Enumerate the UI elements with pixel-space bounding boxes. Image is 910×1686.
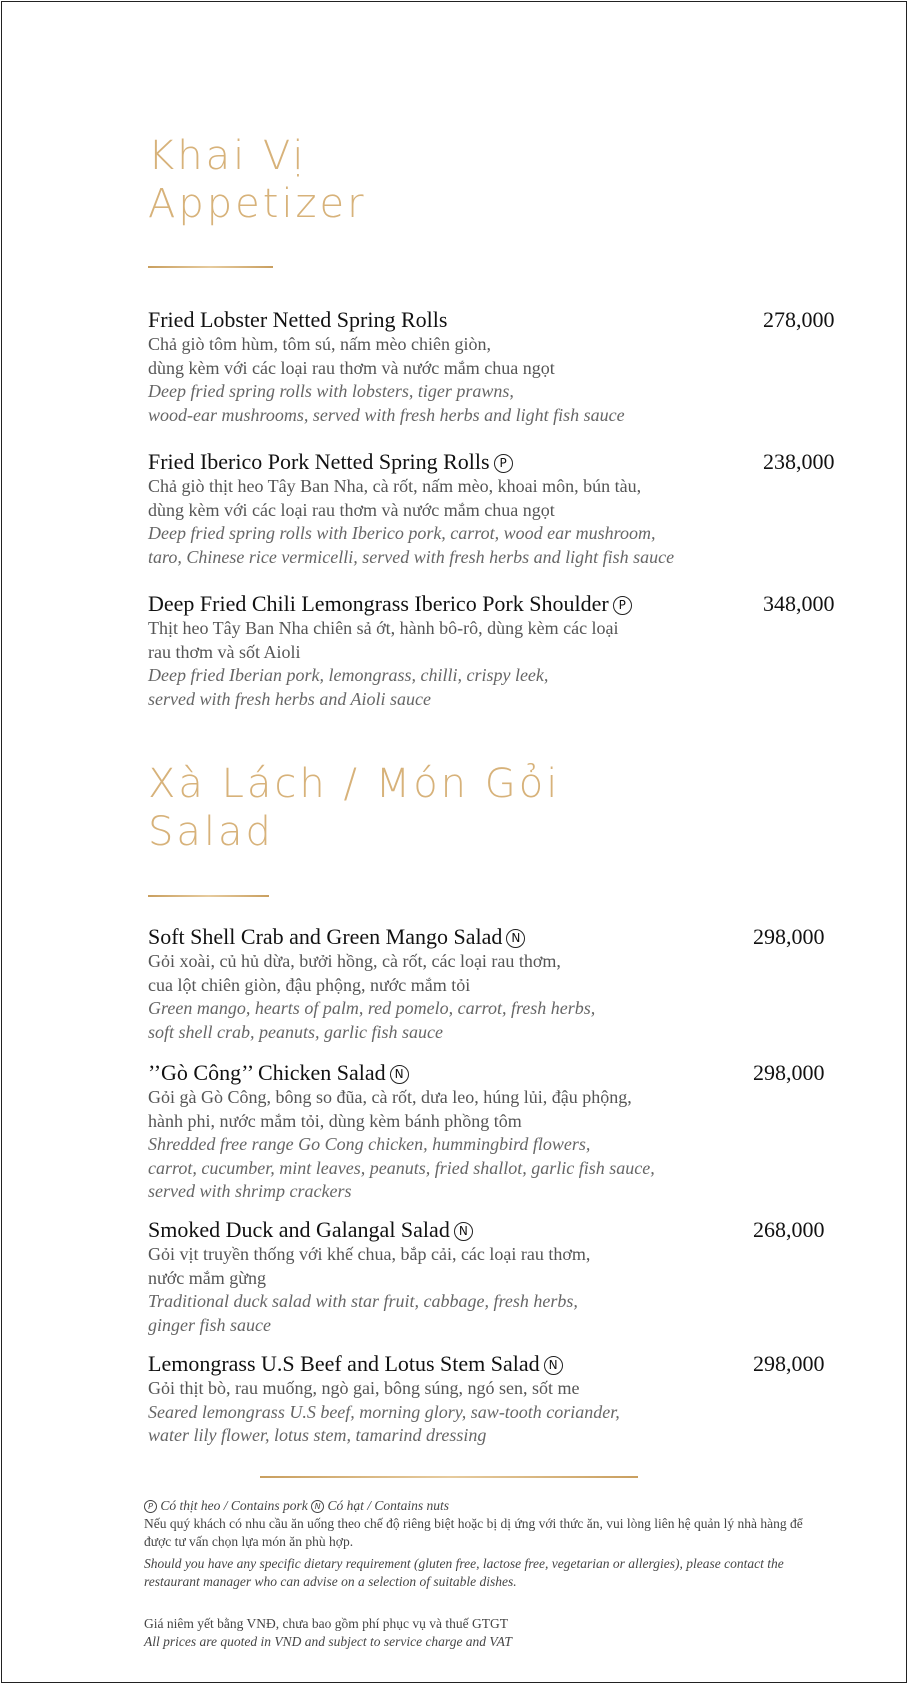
legend-pork: Có thịt heo / Contains pork (160, 1498, 308, 1513)
item-description-vi: Chả giò tôm hùm, tôm sú, nấm mèo chiên giòn, dùng kèm với các loại rau thơm và nước mắm chua ngọt (148, 334, 555, 378)
nuts-marker: N (311, 1500, 324, 1513)
menu-item (148, 307, 868, 427)
footer-divider (260, 1476, 638, 1478)
section-divider (148, 266, 273, 268)
menu-item (148, 1351, 868, 1448)
item-price: 238,000 (763, 449, 835, 474)
item-name: ’’Gò Công’’ Chicken Salad (148, 1060, 386, 1085)
item-description-en: Traditional duck salad with star fruit, cabbage, fresh herbs, ginger fish sauce (148, 1291, 578, 1335)
item-name: Smoked Duck and Galangal Salad (148, 1217, 450, 1242)
item-price: 278,000 (763, 307, 835, 332)
pork-marker: P (494, 454, 513, 473)
menu-item (148, 449, 868, 569)
pork-marker: P (144, 1500, 157, 1513)
item-description-en: Deep fried spring rolls with lobsters, tiger prawns, wood-ear mushrooms, served with fresh herbs and light fish sauce (148, 381, 625, 425)
item-price: 268,000 (753, 1217, 825, 1242)
item-name: Soft Shell Crab and Green Mango Salad (148, 924, 503, 949)
menu-item (148, 924, 868, 1044)
item-price: 298,000 (753, 1060, 825, 1085)
section-title-en: Salad (148, 809, 274, 855)
item-description-vi: Gỏi gà Gò Công, bông so đũa, cà rốt, dưa leo, húng lủi, đậu phộng, hành phi, nước mắm tỏi, dùng kèm bánh phồng tôm (148, 1087, 632, 1131)
dietary-note-vi: Nếu quý khách có nhu cầu ăn uống theo chế độ riêng biệt hoặc bị dị ứng với thức ăn, vui lòng liên hệ quản lý nhà hàng để được tư vấn chọn lựa món ăn phù hợp. (144, 1516, 803, 1549)
legend-nuts: Có hạt / Contains nuts (327, 1498, 450, 1513)
footer-notes (144, 1497, 824, 1651)
item-description-vi: Gỏi thịt bò, rau muống, ngò gai, bông súng, ngó sen, sốt me (148, 1378, 580, 1398)
nuts-marker: N (454, 1222, 473, 1241)
item-price: 298,000 (753, 924, 825, 949)
item-price: 348,000 (763, 591, 835, 616)
menu-item (148, 591, 868, 711)
nuts-marker: N (544, 1356, 563, 1375)
item-description-vi: Chả giò thịt heo Tây Ban Nha, cà rốt, nấm mèo, khoai môn, bún tàu, dùng kèm với các loại rau thơm và nước mắm chua ngọt (148, 476, 642, 520)
item-name: Deep Fried Chili Lemongrass Iberico Pork Shoulder (148, 591, 609, 616)
section-title-appetizer (148, 132, 367, 228)
section-title-en: Appetizer (148, 181, 367, 227)
section-title-salad (148, 760, 560, 856)
item-description-en: Green mango, hearts of palm, red pomelo, carrot, fresh herbs, soft shell crab, peanuts, garlic fish sauce (148, 998, 596, 1042)
menu-page (1, 1, 907, 1683)
section-title-vi: Khai Vị (148, 133, 307, 179)
prices-note-en: All prices are quoted in VND and subject to service charge and VAT (144, 1634, 512, 1649)
dietary-note-en: Should you have any specific dietary requirement (gluten free, lactose free, vegetarian or allergies), please contact the restaurant manager who can advise on a selection of suitable dishes. (144, 1556, 784, 1589)
legend (144, 1497, 824, 1515)
prices-note-vi: Giá niêm yết bằng VNĐ, chưa bao gồm phí phục vụ và thuế GTGT (144, 1616, 508, 1631)
nuts-marker: N (506, 929, 525, 948)
pork-marker: P (613, 596, 632, 615)
item-name: Fried Iberico Pork Netted Spring Rolls (148, 449, 490, 474)
item-description-en: Seared lemongrass U.S beef, morning glory, saw-tooth coriander, water lily flower, lotus stem, tamarind dressing (148, 1401, 620, 1445)
item-description-en: Shredded free range Go Cong chicken, hummingbird flowers, carrot, cucumber, mint leaves, peanuts, fried shallot, garlic fish sauce, served with shrimp crackers (148, 1134, 655, 1201)
item-description-en: Deep fried Iberian pork, lemongrass, chilli, crispy leek, served with fresh herbs and Aioli sauce (148, 665, 549, 709)
item-price: 298,000 (753, 1351, 825, 1376)
section-divider (148, 895, 269, 897)
item-description-vi: Gỏi xoài, củ hủ dừa, bưởi hồng, cà rốt, các loại rau thơm, cua lột chiên giòn, đậu phộng, nước mắm tỏi (148, 951, 561, 995)
item-description-vi: Thịt heo Tây Ban Nha chiên sả ớt, hành bô-rô, dùng kèm các loại rau thơm và sốt Aioli (148, 618, 619, 662)
item-name: Lemongrass U.S Beef and Lotus Stem Salad (148, 1351, 540, 1376)
menu-item (148, 1060, 868, 1204)
item-name: Fried Lobster Netted Spring Rolls (148, 307, 448, 332)
section-title-vi: Xà Lách / Món Gỏi (148, 761, 561, 807)
item-description-vi: Gỏi vịt truyền thống với khế chua, bắp cải, các loại rau thơm, nước mắm gừng (148, 1244, 591, 1288)
item-description-en: Deep fried spring rolls with Iberico pork, carrot, wood ear mushroom, taro, Chinese rice vermicelli, served with fresh herbs and light fish sauce (148, 523, 675, 567)
nuts-marker: N (390, 1065, 409, 1084)
menu-item (148, 1217, 868, 1337)
